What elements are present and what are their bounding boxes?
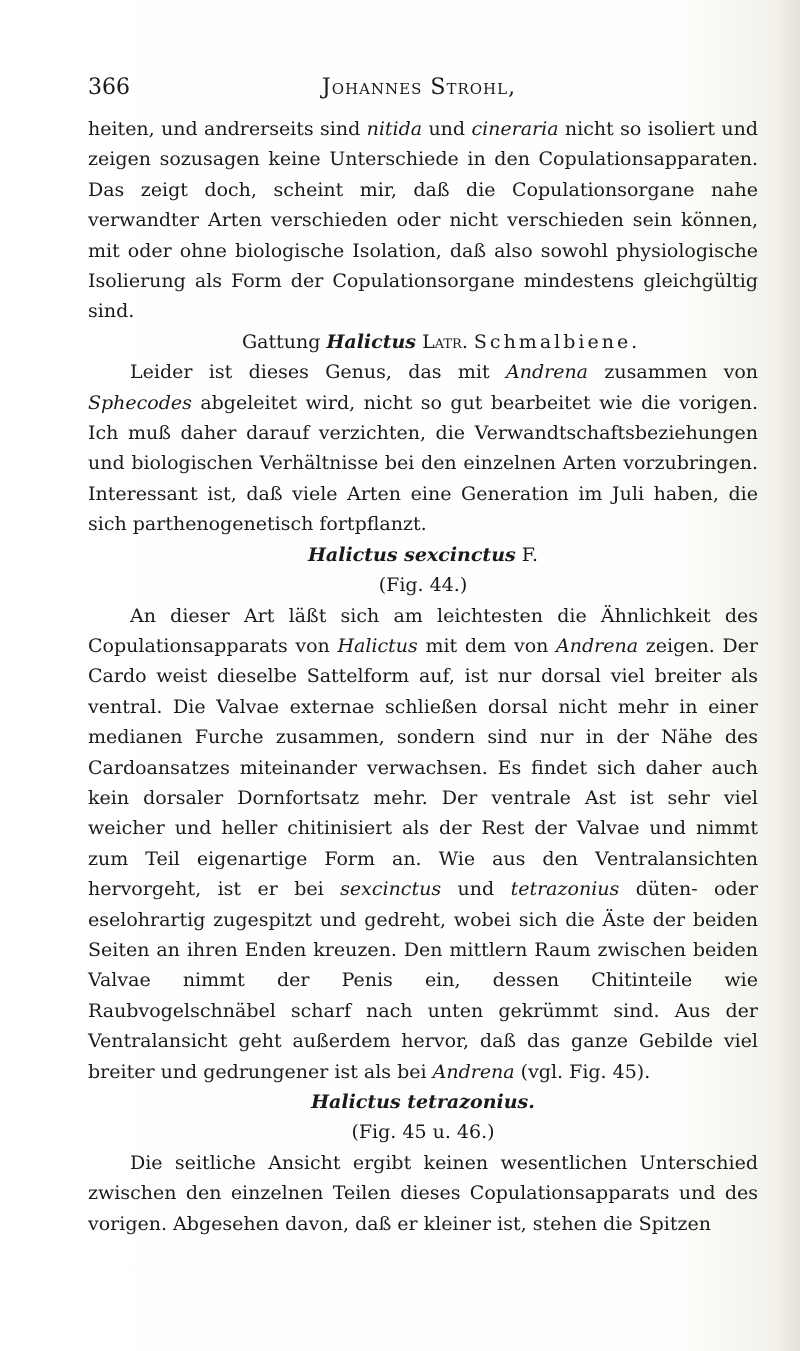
text-run: Die seitliche Ansicht ergibt keinen wesentlichen Unterschied zwischen den einzelnen Teilen dieses Copulationsapparats und des vorigen. Abgesehen davon, daß er kleiner ist, stehen die Spitzen — [88, 1151, 758, 1235]
text-run: und — [441, 878, 511, 901]
text-run: düten- oder eselohrartig zugespitzt und gedreht, wobei sich die Äste der beiden Seiten an ihren Enden kreuzen. Den mittlern Raum zwischen beiden Valvae nimmt der Penis ein, dessen Chitinteile wie Raubvogelschnäbel scharf nach unten gekrümmt sind. Aus der Ventralansicht geht außerdem hervor, daß das ganze Gebilde viel breiter und gedrungener ist als bei — [88, 878, 758, 1083]
species-name: Halictus sexcinctus — [307, 543, 516, 566]
text-run: An dieser Art läßt sich am leichtesten die Ähnlichkeit des Copulationsapparats von — [88, 604, 758, 657]
text-run: mit dem von — [417, 634, 557, 657]
text-run: nicht so isoliert und zeigen sozusagen keine Unterschiede in den Copulationsapparaten. Das zeigt doch, scheint mir, daß die Copulationsorgane nahe verwandter Arten verschieden oder nicht verschieden sein können, mit oder ohne biologische Isolation, daß also sowohl physiologische Isolierung als Form der Copulationsorgane mindestens gleichgültig sind. — [88, 118, 758, 323]
species-epithet: tetrazonius — [510, 878, 620, 901]
genus-ref: Andrena — [556, 634, 639, 657]
genus-ref: Sphecodes — [88, 391, 192, 414]
species-author: F. — [521, 543, 539, 566]
figure-reference: (Fig. 44.) — [378, 574, 468, 597]
species-name: Halictus tetrazonius. — [311, 1091, 535, 1113]
paragraph-sexcinctus — [88, 601, 758, 1088]
figure-reference: (Fig. 45 u. 46.) — [351, 1121, 495, 1144]
species-epithet: sexcinctus — [340, 878, 442, 901]
common-name: Schmalbiene. — [473, 330, 641, 353]
text-run: abgeleitet wird, nicht so gut bearbeitet wie die vorigen. Ich muß daher darauf verzichten, die Verwandtschaftsbeziehungen und biologischen Verhältnisse bei den einzelnen Arten vorzubringen. Interessant ist, daß viele Arten eine Generation im Juli haben, die sich parthenogenetisch fortpflanzt. — [88, 391, 758, 536]
genus-name: Halictus — [326, 330, 417, 353]
page-number: 366 — [88, 75, 130, 100]
species-heading-sexcinctus — [88, 540, 758, 570]
text-run: Leider ist dieses Genus, das mit — [130, 361, 506, 384]
text-run: zusammen von — [588, 361, 759, 384]
body-text — [88, 114, 758, 1239]
genus-ref: Andrena — [432, 1060, 515, 1083]
text-run: und — [422, 118, 472, 140]
species-epithet: nitida — [366, 118, 423, 140]
text-run: zeigen. Der Cardo weist dieselbe Sattelform auf, ist nur dorsal viel breiter als ventral. Die Valvae externae schließen dorsal nicht mehr in einer medianen Furche zusammen, sondern sind nur in der Nähe des Cardoansatzes miteinander verwachsen. Es findet sich daher auch kein dorsaler Dornfortsatz mehr. Der ventrale Ast ist sehr viel weicher und heller chitinisiert als der Rest der Valvae und nimmt zum Teil eigenartige Form an. Wie aus den Ventralansichten hervorgeht, ist er bei — [88, 634, 758, 901]
running-head: Johannes Strohl, — [321, 75, 517, 100]
paragraph-tetrazonius — [88, 1148, 758, 1239]
genus-label: Gattung — [242, 330, 327, 353]
genus-heading — [88, 327, 758, 357]
text-run: heiten, und andrerseits sind — [88, 118, 367, 140]
species-epithet: cineraria — [471, 118, 559, 140]
genus-ref: Andrena — [506, 361, 589, 384]
paragraph-genus-intro — [88, 357, 758, 539]
text-run: (vgl. Fig. 45). — [514, 1060, 651, 1083]
genus-ref: Halictus — [337, 634, 418, 657]
genus-author: Latr. — [422, 330, 468, 353]
species-heading-tetrazonius — [88, 1087, 758, 1117]
paragraph-continuation — [88, 114, 758, 327]
